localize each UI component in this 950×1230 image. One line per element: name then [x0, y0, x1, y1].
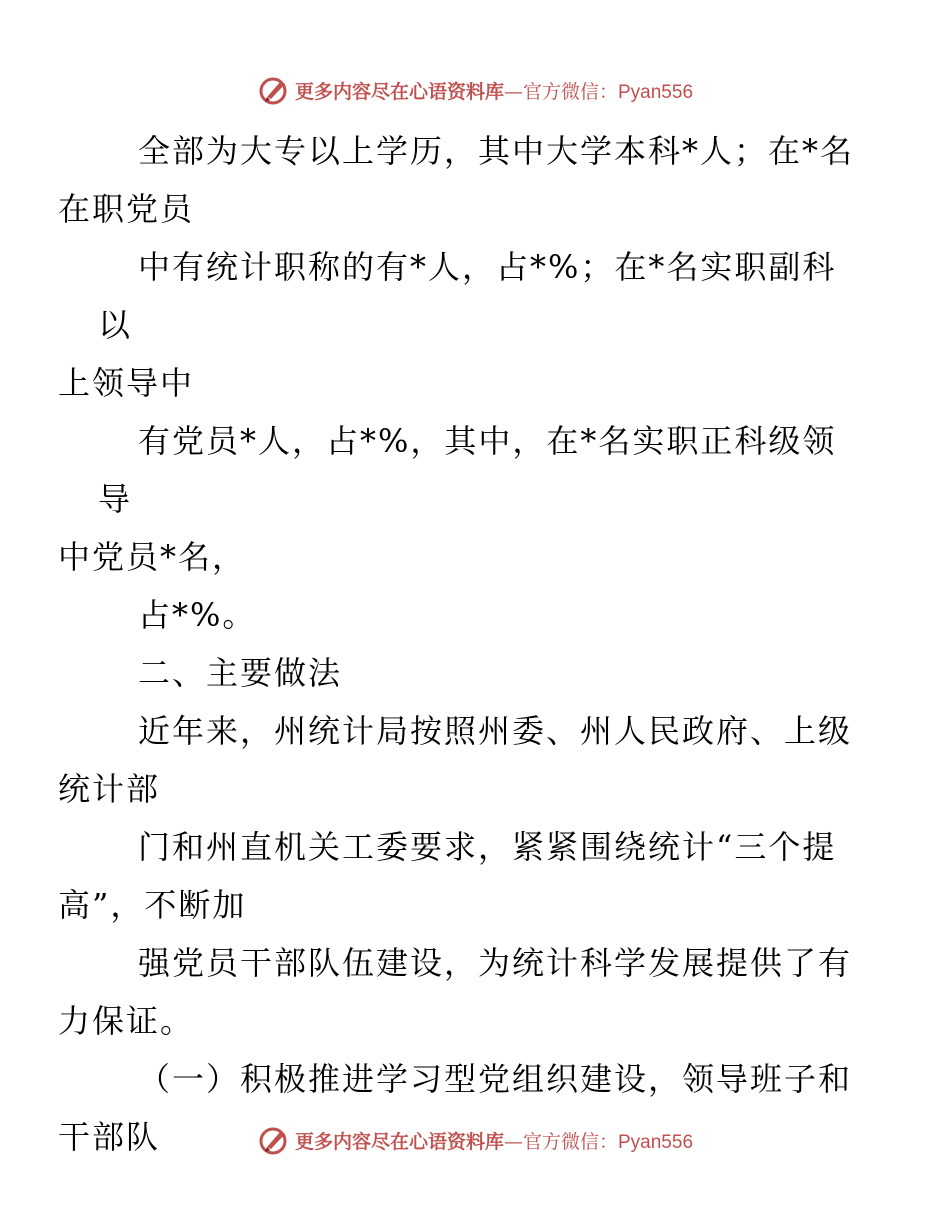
document-body — [58, 122, 858, 1166]
header-banner-main: 更多内容尽在心语资料库 — [294, 80, 504, 103]
section-heading — [98, 644, 858, 702]
paragraph — [58, 122, 858, 238]
paragraph — [58, 818, 858, 934]
paragraph-line-first: 全部为大专以上学历，其中大学本科*人；在*名 — [138, 132, 855, 170]
paragraph — [58, 412, 858, 586]
footer-banner-wx-id: Pyan556 — [618, 1131, 694, 1153]
paragraph-line-first: 有党员*人，占*%，其中，在*名实职正科级领导 — [98, 422, 837, 518]
paragraph-line-rest: 中党员*名， — [58, 538, 247, 576]
paragraph-line-rest: 力保证。 — [58, 1002, 195, 1040]
header-banner-wx-id: Pyan556 — [618, 81, 694, 103]
paragraph-line-first: 门和州直机关工委要求，紧紧围绕统计“三个提 — [138, 828, 837, 866]
section-heading-text: 二、主要做法 — [138, 654, 343, 692]
paragraph-line-first: 占*%。 — [138, 596, 257, 634]
footer-banner-dash: — — [503, 1130, 523, 1153]
header-banner-dash: — — [503, 80, 523, 103]
paragraph-line-first: 中有统计职称的有*人，占*%；在*名实职副科以 — [98, 248, 837, 344]
paragraph-line-rest: 统计部 — [58, 770, 161, 808]
footer-banner-wx-label: 官方微信： — [522, 1130, 618, 1153]
footer-banner — [0, 1120, 950, 1160]
paragraph — [58, 238, 858, 412]
header-banner — [0, 70, 950, 110]
paragraph — [58, 934, 858, 1050]
pen-logo-icon — [257, 1123, 291, 1157]
paragraph-line-rest: 在职党员 — [58, 190, 195, 228]
header-banner-text — [295, 77, 693, 104]
paragraph-line-first: （一）积极推进学习型党组织建设，领导班子和 — [138, 1060, 853, 1098]
paragraph-line-first: 强党员干部队伍建设，为统计科学发展提供了有 — [138, 944, 853, 982]
paragraph-line-rest: 干部队 — [58, 1118, 161, 1156]
paragraph — [58, 702, 858, 818]
footer-banner-main: 更多内容尽在心语资料库 — [294, 1130, 504, 1153]
header-banner-wx-label: 官方微信： — [522, 80, 618, 103]
paragraph-line-rest: 上领导中 — [58, 364, 195, 402]
paragraph-line-rest: 高”，不断加 — [58, 886, 247, 924]
paragraph-line-first: 近年来，州统计局按照州委、州人民政府、上级 — [138, 712, 853, 750]
paragraph — [98, 586, 858, 644]
pen-logo-icon — [257, 73, 291, 107]
footer-banner-text — [295, 1127, 693, 1154]
